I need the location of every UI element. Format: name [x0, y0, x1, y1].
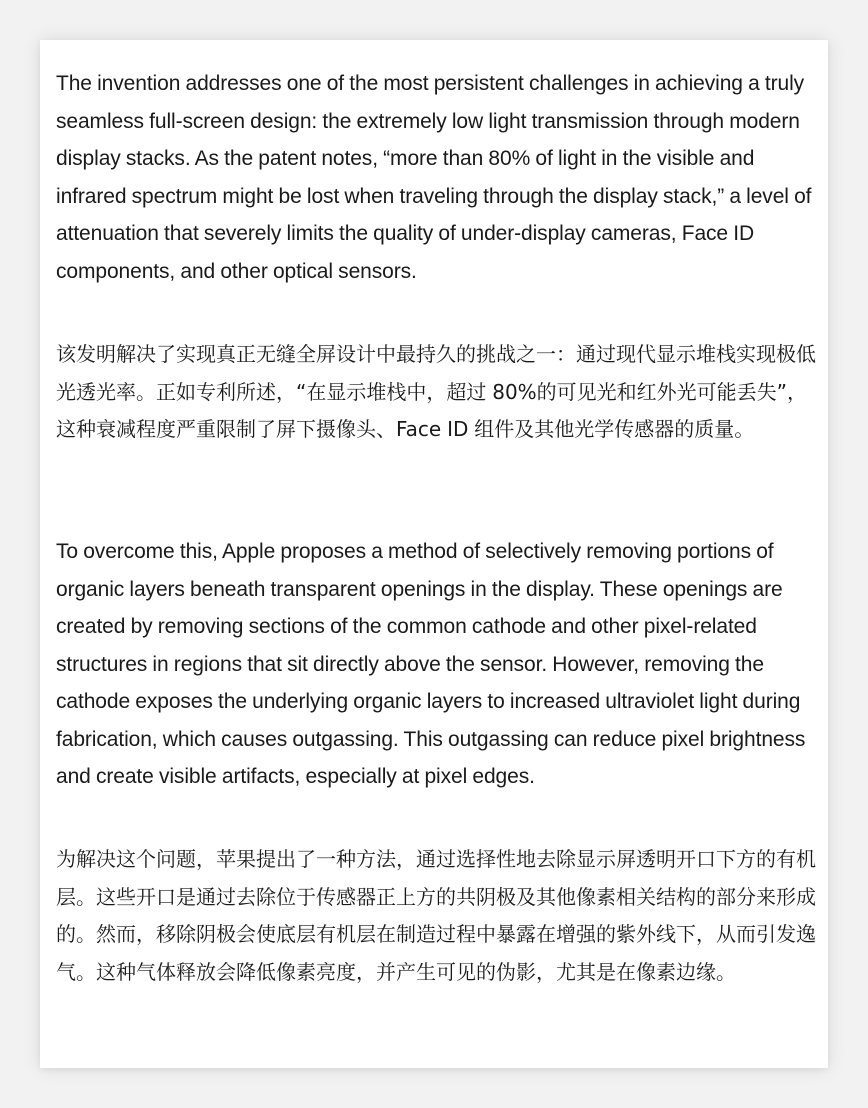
paragraph-english-2: To overcome this, Apple proposes a method of selectively removing portions of organic layers beneath transparent openings in the display. These openings are created by removing sections of the common cathode and other pixel-related structures in regions that sit directly above the sensor. However, removing the cathode exposes the underlying organic layers to increased ultraviolet light during fabrication, which causes outgassing. This outgassing can reduce pixel brightness and create visible artifacts, especially at pixel edges. — [56, 540, 806, 788]
paragraph-chinese-1: 该发明解决了实现真正无缝全屏设计中最持久的挑战之一：通过现代显示堆栈实现极低光透光率。正如专利所述，“在显示堆栈中，超过 80%的可见光和红外光可能丢失”，这种衰减程度严重限制了屏下摄像头、Face ID 组件及其他光学传感器的质量。 — [56, 342, 816, 441]
paragraph-chinese-2: 为解决这个问题，苹果提出了一种方法，通过选择性地去除显示屏透明开口下方的有机层。这些开口是通过去除位于传感器正上方的共阴极及其他像素相关结构的部分来形成的。然而，移除阴极会使底层有机层在制造过程中暴露在增强的紫外线下，从而引发逸气。这种气体释放会降低像素亮度，并产生可见的伪影，尤其是在像素边缘。 — [56, 847, 816, 984]
article-card — [40, 40, 828, 1068]
paragraph-english-1: The invention addresses one of the most persistent challenges in achieving a truly seamless full-screen design: the extremely low light transmission through modern display stacks. As the patent notes, “more than 80% of light in the visible and infrared spectrum might be lost when traveling through the display stack,” a level of attenuation that severely limits the quality of under-display cameras, Face ID components, and other optical sensors. — [56, 72, 812, 283]
